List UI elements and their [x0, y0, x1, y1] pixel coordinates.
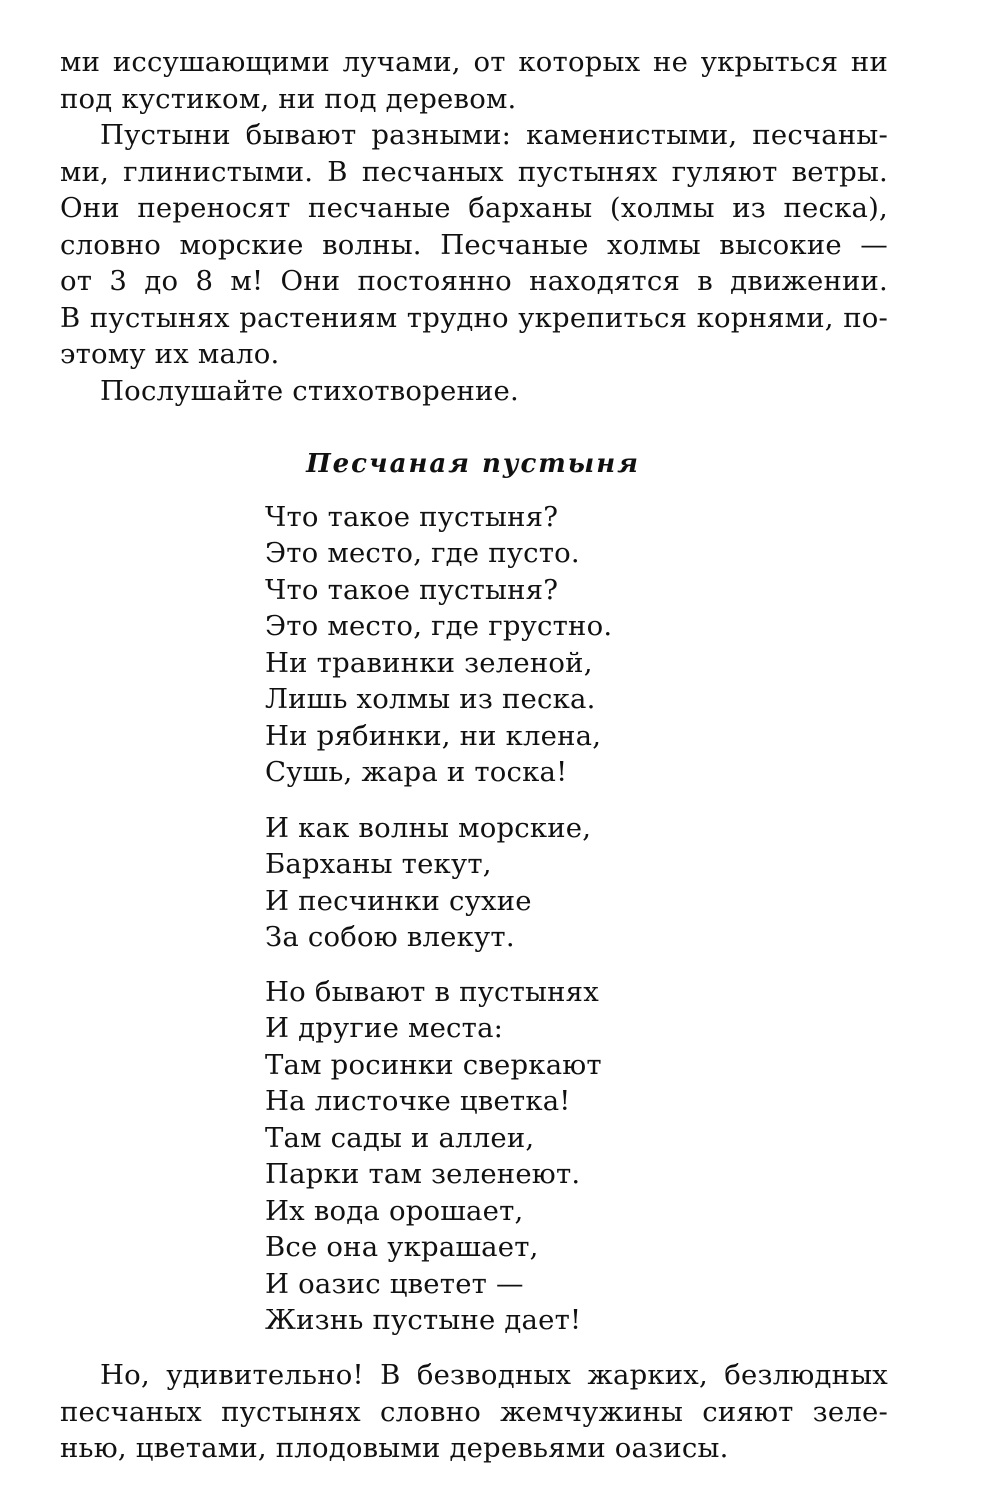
poem-line: Лишь холмы из песка.: [265, 683, 596, 715]
poem-line: Что такое пустыня?: [265, 501, 559, 533]
poem-line: И оазис цветет —: [265, 1268, 524, 1300]
paragraph-line: от 3 до 8 м! Они постоянно находятся в движении.: [60, 265, 888, 297]
poem-line: Это место, где грустно.: [265, 610, 613, 642]
paragraph-line: Пустыни бывают разными: каменистыми, песчаны-: [100, 119, 888, 151]
paragraph-line: В пустынях растениям трудно укрепиться корнями, по-: [60, 302, 888, 334]
poem-line: На листочке цветка!: [265, 1085, 571, 1117]
poem-line: Парки там зеленеют.: [265, 1158, 581, 1190]
poem-line: И другие места:: [265, 1012, 504, 1044]
poem-line: Барханы текут,: [265, 848, 492, 880]
paragraph-line: ми, глинистыми. В песчаных пустынях гуляют ветры.: [60, 156, 888, 188]
paragraph-line: словно морские волны. Песчаные холмы высокие —: [60, 229, 888, 261]
poem-line: Жизнь пустыне дает!: [265, 1304, 582, 1336]
paragraph-line: Но, удивительно! В безводных жарких, безлюдных: [100, 1359, 888, 1391]
paragraph-line: ми иссушающими лучами, от которых не укрыться ни: [60, 46, 888, 78]
paragraph-line: нью, цветами, плодовыми деревьями оазисы.: [60, 1432, 729, 1464]
poem-line: И песчинки сухие: [265, 885, 532, 917]
poem-line: Там росинки сверкают: [265, 1049, 602, 1081]
poem-title: Песчаная пустыня: [306, 449, 640, 479]
poem-line: Сушь, жара и тоска!: [265, 756, 568, 788]
poem-line: Там сады и аллеи,: [265, 1122, 535, 1154]
paragraph-line: песчаных пустынях словно жемчужины сияют зеле-: [60, 1396, 888, 1428]
poem-line: Все она украшает,: [265, 1231, 539, 1263]
poem-line: Что такое пустыня?: [265, 574, 559, 606]
paragraph-line: под кустиком, ни под деревом.: [60, 83, 517, 115]
poem-line: Их вода орошает,: [265, 1195, 524, 1227]
poem-line: Это место, где пусто.: [265, 537, 580, 569]
paragraph-line: Они переносят песчаные барханы (холмы из песка),: [60, 192, 888, 224]
poem-line: Но бывают в пустынях: [265, 976, 599, 1008]
paragraph-line: этому их мало.: [60, 338, 280, 370]
poem-line: И как волны морские,: [265, 812, 592, 844]
paragraph-line: Послушайте стихотворение.: [100, 375, 519, 407]
poem-line: Ни рябинки, ни клена,: [265, 720, 602, 752]
poem-line: За собою влекут.: [265, 921, 515, 953]
poem-line: Ни травинки зеленой,: [265, 647, 593, 679]
